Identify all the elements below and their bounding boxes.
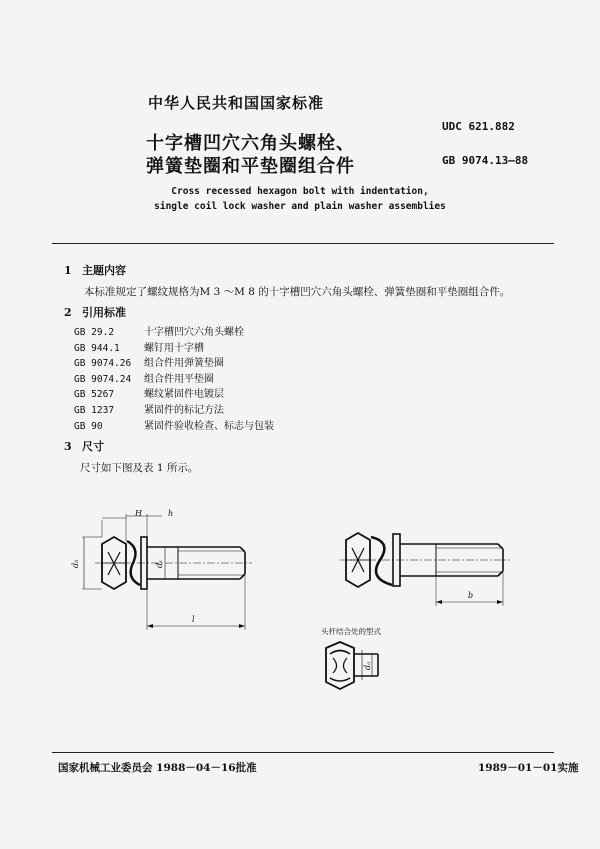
reference-code: GB 9074.24 — [74, 373, 132, 385]
dim-label-ds: dₛ — [155, 560, 164, 568]
dim-label-da: dₐ — [363, 661, 372, 670]
dim-label-b: b — [468, 591, 474, 600]
reference-code: GB 29.2 — [74, 327, 115, 338]
gb-number: GB 9074.13—88 — [442, 154, 529, 167]
title-cn-line-1: 十字槽凹穴六角头螺栓、 — [146, 133, 355, 154]
reference-title: 螺钉用十字槽 — [144, 342, 204, 354]
reference-code: GB 5267 — [74, 389, 115, 401]
reference-code: GB 9074.26 — [74, 358, 132, 370]
reference-code: GB 1237 — [74, 404, 115, 416]
right-bolt-view — [340, 533, 510, 606]
section-1-title: 主题内容 — [82, 264, 126, 277]
standard-org: 中华人民共和国国家标准 — [148, 94, 325, 112]
dim-label-dh: dₕ — [71, 559, 80, 568]
section-2-number: 2 — [64, 306, 72, 319]
footer-divider — [52, 752, 554, 753]
dim-label-l: l — [192, 615, 195, 624]
reference-title: 螺纹紧固件电镀层 — [144, 389, 224, 401]
reference-code: GB 90 — [74, 420, 103, 432]
section-3-title: 尺寸 — [82, 440, 104, 453]
title-en-line-2: single coil lock washer and plain washer assemblies — [154, 201, 446, 212]
title-cn-line-2: 弹簧垫圈和平垫圈组合件 — [146, 156, 355, 177]
reference-title: 组合件用平垫圈 — [144, 373, 214, 385]
section-1-number: 1 — [64, 264, 72, 277]
dim-label-h: h — [168, 509, 174, 518]
reference-title: 紧固件验收检查、标志与包装 — [144, 420, 274, 432]
section-2-title: 引用标准 — [82, 306, 126, 319]
detail-caption: 头杆结合处的型式 — [321, 627, 381, 636]
effective-date: 1989－01－01实施 — [478, 762, 579, 774]
reference-title: 紧固件的标记方法 — [144, 404, 224, 416]
dim-label-H: H — [135, 509, 142, 518]
left-bolt-view — [82, 514, 252, 630]
reference-title: 十字槽凹穴六角头螺栓 — [144, 327, 244, 338]
approval-line: 国家机械工业委员会 1988－04－16批准 — [58, 762, 257, 774]
udc-code: UDC 621.882 — [442, 120, 515, 133]
section-1-text: 本标准规定了螺纹规格为M 3 ～M 8 的十字槽凹穴六角头螺栓、弹簧垫圈和平垫圈组合件。 — [84, 286, 511, 298]
section-3-text: 尺寸如下图及表 1 所示。 — [80, 462, 199, 474]
section-3-number: 3 — [64, 440, 72, 453]
title-en-line-1: Cross recessed hexagon bolt with indentation, — [171, 186, 429, 197]
reference-title: 组合件用弹簧垫圈 — [144, 358, 224, 370]
reference-code: GB 944.1 — [74, 342, 120, 354]
